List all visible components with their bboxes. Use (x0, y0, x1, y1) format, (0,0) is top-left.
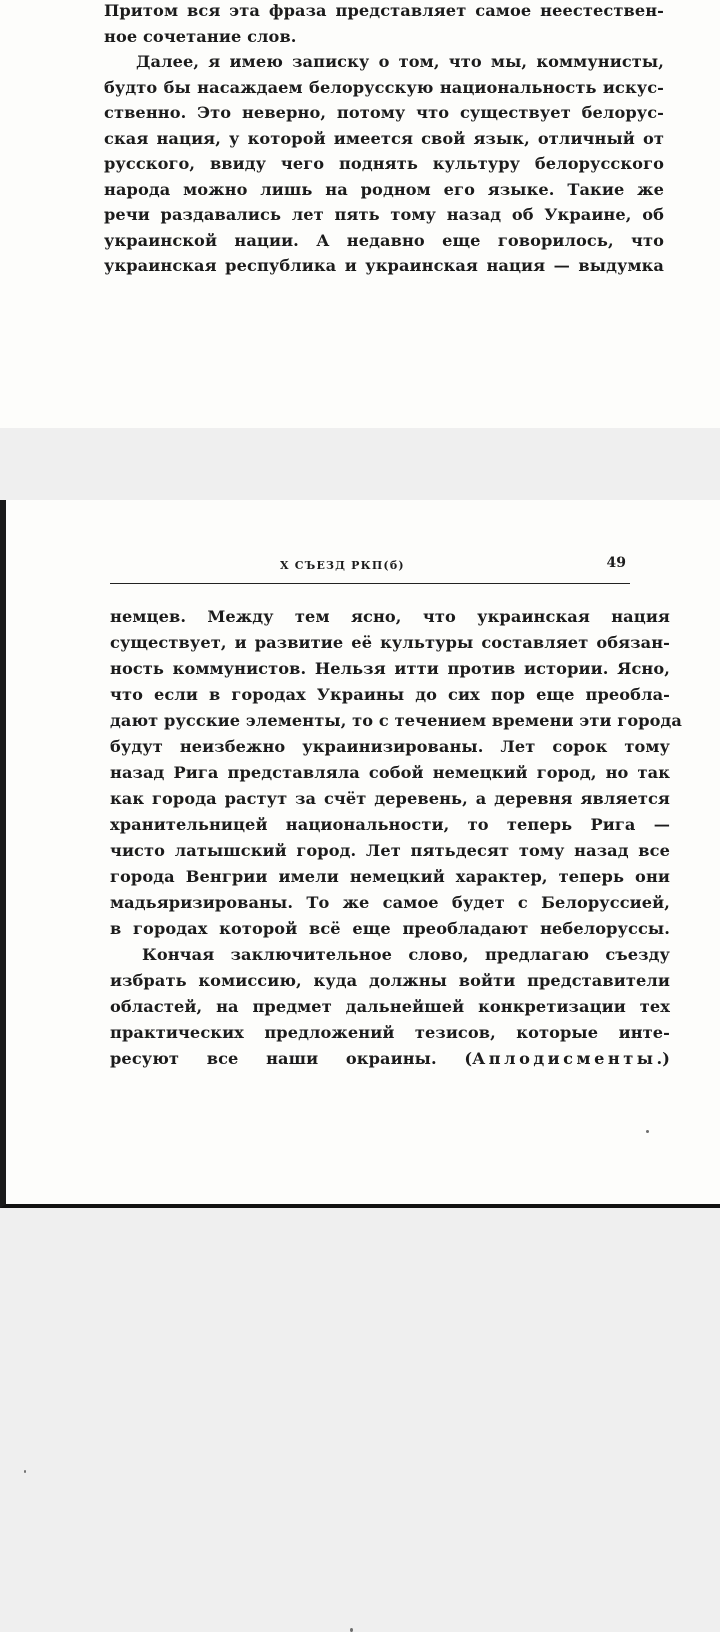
text-line: ская нация, у которой имеется свой язык, отличный от (104, 128, 664, 148)
applause-note: Аплодисменты (472, 1049, 657, 1068)
bottom-page (0, 500, 720, 1208)
text-line: назад Рига представляла собой немецкий город, но так (110, 763, 670, 782)
text-line: областей, на предмет дальнейшей конкретизации тех (110, 997, 670, 1016)
text-line: что если в городах Украины до сих пор еще преобла- (110, 685, 670, 704)
text-line: существует, и развитие её культуры составляет обязан- (110, 633, 670, 652)
text-line: Далее, я имею записку о том, что мы, коммунисты, (136, 52, 664, 71)
text-line: города Венгрии имели немецкий характер, теперь они (110, 867, 670, 886)
top-page (0, 0, 720, 428)
text-line: ственно. Это неверно, потому что существует белорус- (104, 103, 664, 122)
text-line: будут неизбежно украинизированы. Лет сорок тому (110, 737, 670, 756)
text-line: ность коммунистов. Нельзя итти против истории. Ясно, (110, 659, 670, 678)
text-line: речи раздавались лет пять тому назад об Украине, об (104, 205, 664, 224)
text-line: дают русские элементы, то с течением времени эти города (110, 711, 683, 730)
bottom-page-text (110, 604, 683, 1072)
text-line: хранительницей национальности, то теперь Рига — (110, 815, 670, 834)
text-line: народа можно лишь на родном его языке. Такие же (104, 179, 664, 199)
text-line: немцев. Между тем ясно, что украинская нация (110, 607, 670, 626)
text-line: мадьяризированы. То же самое будет с Белоруссией, (110, 893, 670, 912)
final-line-main: ресуют все наши окраины. ( (110, 1049, 473, 1068)
final-line-tail: .) (656, 1049, 670, 1068)
text-line: в городах которой всё еще преобладают небелоруссы. (110, 919, 670, 938)
running-head-title: Х СЪЕЗД РКП(б) (280, 559, 405, 572)
text-line: русского, ввиду чего поднять культуру белорусского (104, 154, 664, 173)
text-line: украинская республика и украинская нация — выдумка (104, 256, 664, 275)
text-line: будто бы насаждаем белорусскую национальность искус- (104, 77, 664, 97)
text-line: ное сочетание слов. (104, 26, 297, 46)
print-speck (350, 1628, 353, 1632)
running-head (110, 555, 630, 584)
top-page-text (104, 0, 664, 279)
page-number: 49 (606, 555, 626, 571)
text-line: Притом вся эта фраза представляет самое неестествен- (104, 1, 664, 20)
text-line: как города растут за счёт деревень, а деревня является (110, 789, 670, 808)
print-speck (646, 1130, 649, 1133)
text-line: Кончая заключительное слово, предлагаю съезду (142, 945, 670, 964)
text-line-final (110, 1046, 670, 1072)
text-line: практических предложений тезисов, которые инте- (110, 1023, 670, 1042)
print-speck (24, 1470, 26, 1473)
text-line: украинской нации. А недавно еще говорилось, что (104, 230, 664, 250)
text-line: чисто латышский город. Лет пятьдесят тому назад все (110, 841, 670, 860)
text-line: избрать комиссию, куда должны войти представители (110, 971, 670, 990)
